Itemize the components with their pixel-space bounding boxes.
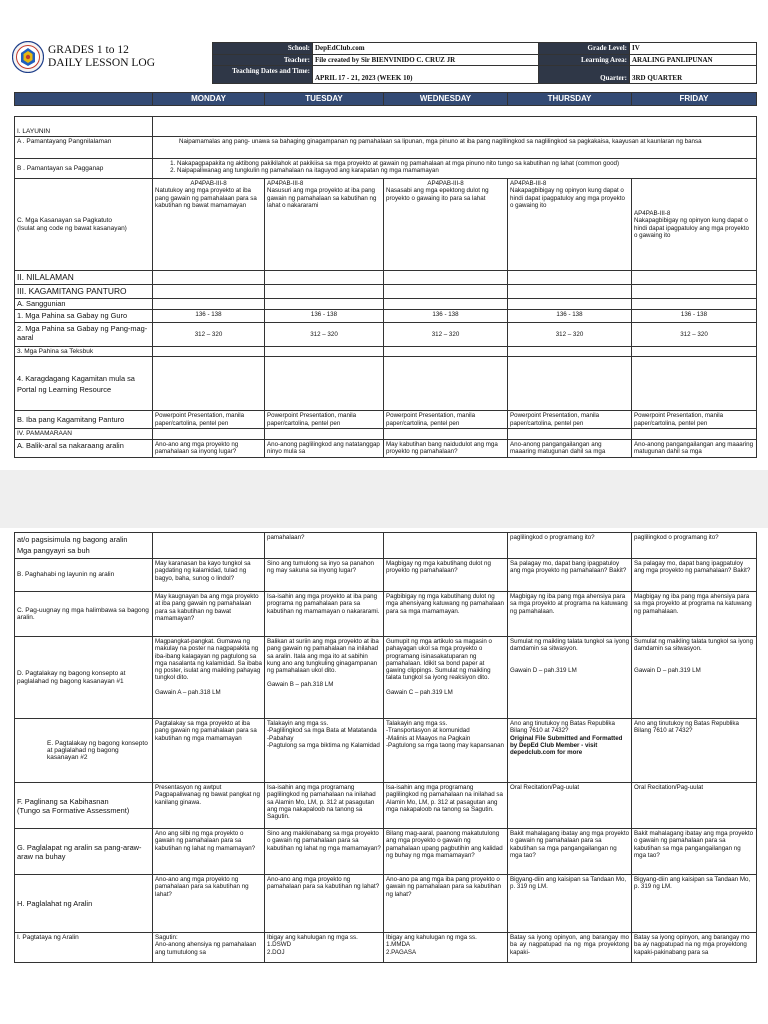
e-wednesday: Talakayin ang mga ss. -Transportasyon at komunidad -Malinis at Maayos na Pagkain -Pagtulong sa mga taong may kapansanan	[384, 719, 508, 783]
iba-pang-kagamitan-row	[15, 411, 757, 429]
balik-monday: Ano-ano ang mga proyekto ng pamahalaan sa inyong lugar?	[153, 439, 265, 457]
pagtalakay-1-row	[15, 637, 757, 719]
mag-aaral-pages-tuesday: 312 – 320	[265, 323, 384, 347]
sanggunian-label: A. Sanggunian	[15, 299, 153, 310]
b-tuesday: Sino ang tumulong sa inyo sa panahon ng may sakuna sa inyong lugar?	[265, 559, 384, 592]
iba-thursday: Powerpoint Presentation, manila paper/cartolina, pentel pen	[508, 411, 632, 429]
day-monday: MONDAY	[153, 93, 265, 106]
sanggunian-row	[15, 299, 757, 310]
h-friday: Bigyang-diin ang kaisipan sa Tandaan Mo, p. 319 ng LM.	[632, 875, 757, 933]
c-monday: May kaugnayan ba ang mga proyekto at iba pang gawain ng pamahalaan para sa kabutihan ng bawat mamamayan?	[153, 592, 265, 637]
d-thursday: Sumulat ng maikling talata tungkol sa iyong damdamin sa sitwasyon. Gawain D – pah.319 LM	[508, 637, 632, 719]
cont-monday	[153, 533, 265, 559]
pagganap-row	[15, 159, 757, 179]
teksbuk-row	[15, 347, 757, 357]
mag-aaral-pages-thursday: 312 – 320	[508, 323, 632, 347]
portal-label: 4. Karagdagang Kagamitan mula sa Portal ng Learning Resource	[15, 357, 153, 411]
mag-aaral-pages-monday: 312 – 320	[153, 323, 265, 347]
gabay-mag-aaral-row	[15, 323, 757, 347]
grade-label: Grade Level:	[539, 43, 630, 55]
cont-tuesday: pamahalaan?	[265, 533, 384, 559]
day-friday: FRIDAY	[632, 93, 757, 106]
kagamitan-row	[15, 285, 757, 299]
b-wednesday: Magbigay ng mga kabutihang dulot ng proyekto ng pamahalaan?	[384, 559, 508, 592]
cont-thursday: paglilingkod o programang ito?	[508, 533, 632, 559]
balik-aral-row	[15, 439, 757, 457]
kasanayan-friday: AP4PAB-III-8 Nakapagbibigay ng opinyon kung dapat o hindi dapat ipagpatuloy ang mga proyekto o gawaing ito	[632, 179, 757, 271]
paglalahat-row	[15, 875, 757, 933]
b-monday: May karanasan ba kayo tungkol sa pagdating ng kalamidad, tulad ng bagyo, baha, sunog o lindol?	[153, 559, 265, 592]
mag-aaral-pages-friday: 312 – 320	[632, 323, 757, 347]
f-monday: Presentasyon ng awtput Pagpapaliwanag ng bawat pangkat ng kanilang ginawa.	[153, 783, 265, 829]
d-monday: Magpangkat-pangkat. Gumawa ng makulay na poster na nagpapakita ng iba-ibang kalagayan ng pagtulong sa mga nasalanta ng kalamidad. Sa ibaba ng poster, isulat ang maikling pahayag tungkol dito. Gawain A – pah.318 LM	[153, 637, 265, 719]
nilalaman-label: II. NILALAMAN	[15, 271, 153, 285]
paghahabi-row	[15, 559, 757, 592]
balik-friday: Ano-anong pangangailangan ang maaaring matugunan dahil sa mga	[632, 439, 757, 457]
f-friday: Oral Recitation/Pag-uulat	[632, 783, 757, 829]
layunin-label: I. LAYUNIN	[15, 117, 153, 137]
i-thursday: Batay sa iyong opinyon, ang barangay mo ba ay nagpatupad na ng mga proyektong kapaki-	[508, 933, 632, 963]
teacher-value: File created by Sir BIENVINIDO C. CRUZ JR	[313, 54, 539, 66]
g-wednesday: Bilang mag-aaral, paanong makatutulong ang mga proyekto o gawain ng pamahalaan upang pagbutihin ang kalidad ng buhay ng mga mamamayan?	[384, 829, 508, 875]
e-friday: Ano ang tinutukoy ng Batas Republika Bilang 7610 at 7432?	[632, 719, 757, 783]
header-info-table	[212, 42, 757, 84]
pagganap-text	[153, 159, 757, 179]
gabay-guro-label: 1. Mga Pahina sa Gabay ng Guro	[15, 310, 153, 323]
teacher-label: Teacher:	[213, 54, 313, 66]
teksbuk-label: 3. Mga Pahina sa Teksbuk	[15, 347, 153, 357]
day-thursday: THURSDAY	[508, 93, 632, 106]
e-thursday: Ano ang tinutukoy ng Batas Republika Bilang 7610 at 7432? Original File Submitted and Formatted by DepEd Club Member - visit depedclub.com for more	[508, 719, 632, 783]
kasanayan-tuesday: AP4PAB-III-8 Nasusuri ang mga proyekto at iba pang gawain ng pamahalaan sa kabutihan ng lahat o nakararami	[265, 179, 384, 271]
cont-friday: paglilingkod o programang ito?	[632, 533, 757, 559]
layunin-row	[15, 117, 757, 137]
teaching-dates-label: Teaching Dates and Time:	[213, 66, 313, 84]
portal-row	[15, 357, 757, 411]
guro-pages-wednesday: 136 - 138	[384, 310, 508, 323]
learning-area-label: Learning Area:	[539, 54, 630, 66]
balik-aral-label: A. Balik-aral sa nakaraang aralin	[15, 439, 153, 457]
gabay-guro-row	[15, 310, 757, 323]
teaching-dates-value: APRIL 17 - 21, 2023 (WEEK 10)	[313, 66, 539, 84]
iba-friday: Powerpoint Presentation, manila paper/cartolina, pentel pen	[632, 411, 757, 429]
f-thursday: Oral Recitation/Pag-uulat	[508, 783, 632, 829]
pamamaraan-label: IV. PAMAMARAAN	[15, 429, 153, 439]
paglinang-label: F. Paglinang sa Kabihasnan (Tungo sa Formative Assessment)	[15, 783, 153, 829]
continuation-row	[15, 533, 757, 559]
pamantayang-row	[15, 137, 757, 159]
pagganap-item: 2. Naipapaliwanag ang tungkulin ng pamahalaan na itaguyod ang karapatan ng mga mamamayan	[177, 167, 754, 174]
iba-tuesday: Powerpoint Presentation, manila paper/cartolina, pentel pen	[265, 411, 384, 429]
pag-uugnay-label: C. Pag-uugnay ng mga halimbawa sa bagong aralin.	[15, 592, 153, 637]
pagtataya-row	[15, 933, 757, 963]
pagtalakay-2-label: E. Pagtalakay ng bagong konsepto at paglalahad ng bagong kasanayan #2	[15, 719, 153, 783]
d-tuesday: Balikan at suriin ang mga proyekto at iba pang gawain ng pamahalaan na inilahad sa aralin. Itala ang mga ito at sabihin kung ano ang tungkuling ginagampanan ng pamahalaan ukol dito. Gawain B – pah.318 LM	[265, 637, 384, 719]
iba-pang-kagamitan-label: B. Iba pang Kagamitang Panturo	[15, 411, 153, 429]
page-gap	[0, 470, 768, 528]
pagtalakay-2-row	[15, 719, 757, 783]
kasanayan-label: C. Mga Kasanayan sa Pagkatuto (Isulat ang code ng bawat kasanayan)	[15, 179, 153, 271]
guro-pages-friday: 136 - 138	[632, 310, 757, 323]
h-tuesday: Ano-ano ang mga proyekto ng pamahalaan para sa kabutihan ng lahat?	[265, 875, 384, 933]
c-tuesday: Isa-isahin ang mga proyekto at iba pang programa ng pamahalaan para sa kabutihan ng mamamayan o nakararami.	[265, 592, 384, 637]
i-friday: Batay sa iyong opinyon, ang barangay mo ba ay nagpatupad na ng mga proyektong kapaki-pakinabang para sa	[632, 933, 757, 963]
b-thursday: Sa palagay mo, dapat bang ipagpatuloy ang mga proyekto ng pamahalaan? Bakit?	[508, 559, 632, 592]
kasanayan-row	[15, 179, 757, 271]
deped-seal-icon	[12, 41, 44, 73]
guro-pages-thursday: 136 - 138	[508, 310, 632, 323]
paglalahat-label: H. Paglalahat ng Aralin	[15, 875, 153, 933]
d-wednesday: Gumupit ng mga artikulo sa magasin o pahayagan ukol sa mga proyekto o programang isinasakatuparan ng pamahalaan. Idikit sa bond paper at gawing clippings. Sumulat ng maikling talata tungkol sa iyong reaksiyon dito. Gawain C – pah.319 LM	[384, 637, 508, 719]
pagganap-item: 1. Nakapagpapakita ng aktibong pakikilahok at pakikiisa sa mga proyekto at gawain ng pamahalaan at mga pinuno nito tungo sa kabutihan ng lahat (common good)	[177, 160, 754, 167]
kasanayan-wednesday: AP4PAB-III-8 Nasasabi ang mga epektong dulot ng proyekto o gawaing ito para sa lahat	[384, 179, 508, 271]
quarter-value: 3RD QUARTER	[630, 66, 757, 84]
g-friday: Bakit mahalagang ibatay ang mga proyekto o gawain ng pamahalaan para sa kabutihan sa mga pangangailangan ng mga tao?	[632, 829, 757, 875]
kasanayan-thursday: AP4PAB-III-8 Nakapagbibigay ng opinyon kung dapat o hindi dapat ipagpatuloy ang mga proyekto o gawaing ito	[508, 179, 632, 271]
d-friday: Sumulat ng maikling talata tungkol sa iyong damdamin sa sitwasyon. Gawain D – pah.319 LM	[632, 637, 757, 719]
guro-pages-tuesday: 136 - 138	[265, 310, 384, 323]
c-wednesday: Pagbibigay ng mga kabutihang dulot ng mga ahensiyang katuwang ng pamahalaan para sa mga mamamayan.	[384, 592, 508, 637]
i-wednesday: Ibigay ang kahulugan ng mga ss. 1.MMDA 2.PAGASA	[384, 933, 508, 963]
balik-wednesday: May kabutihan bang naidudulot ang mga proyekto ng pamahalaan?	[384, 439, 508, 457]
pamantayang-label: A . Pamantayang Pangnilalaman	[15, 137, 153, 159]
days-header	[14, 92, 757, 106]
g-monday: Ano ang silbi ng mga proyekto o gawain ng pamahalaan para sa kabutihan ng lahat ng mamamayan?	[153, 829, 265, 875]
g-tuesday: Sino ang makikinabang sa mga proyekto o gawain ng pamahalaan para sa kabutihan ng lahat ng mga mamamayan?	[265, 829, 384, 875]
page-1	[0, 0, 768, 470]
learning-area-value: ARALING PANLIPUNAN	[630, 54, 757, 66]
i-tuesday: Ibigay ang kahulugan ng mga ss. 1.DSWD 2.DOJ	[265, 933, 384, 963]
lesson-table-page-2	[14, 532, 757, 963]
days-header-blank	[15, 93, 153, 106]
pamantayang-text: Naipamamalas ang pang- unawa sa bahaging ginagampanan ng pamahalaan sa lipunan, mga pinuno at iba pang naglilingkod sa naglilingkod sa pagkakaisa, kaayusan at kaunlaran ng bansa	[153, 137, 757, 159]
pagtalakay-1-label: D. Pagtalakay ng bagong konsepto at paglalahad ng bagong kasanayan #1	[15, 637, 153, 719]
c-thursday: Magbigay ng iba pang mga ahensiya para sa mga proyekto at programa na katuwang ng pamahalaan.	[508, 592, 632, 637]
e-tuesday: Talakayin ang mga ss. -Paglilingkod sa mga Bata at Matatanda -Pabahay -Pagtulong sa mga biktima ng Kalamidad	[265, 719, 384, 783]
h-monday: Ano-ano ang mga proyekto ng pamahalaan para sa kabutihan ng lahat?	[153, 875, 265, 933]
quarter-label: Quarter:	[539, 66, 630, 84]
iba-monday: Powerpoint Presentation, manila paper/cartolina, pentel pen	[153, 411, 265, 429]
mag-aaral-pages-wednesday: 312 – 320	[384, 323, 508, 347]
iba-wednesday: Powerpoint Presentation, manila paper/cartolina, pentel pen	[384, 411, 508, 429]
h-wednesday: Ano-ano pa ang mga iba pang proyekto o gawain ng pamahalaan para sa kabutihan ng lahat?	[384, 875, 508, 933]
paghahabi-label: B. Paghahabi ng layunin ng aralin	[15, 559, 153, 592]
b-friday: Sa palagay mo, dapat bang ipagpatuloy ang mga proyekto ng pamahalaan? Bakit?	[632, 559, 757, 592]
title-line-1: GRADES 1 to 12	[48, 44, 129, 56]
f-tuesday: Isa-isahin ang mga programang paglilingkod ng pamahalaan na inilahad sa Alamin Mo, LM, p. 312 at pasagutan ang mga nakapaloob na tanong sa Sagutin.	[265, 783, 384, 829]
lesson-table-page-1	[14, 116, 757, 458]
pamamaraan-row	[15, 429, 757, 439]
title-line-2: DAILY LESSON LOG	[48, 57, 156, 69]
school-value: DepEdClub.com	[313, 43, 539, 55]
pagganap-label: B . Pamantayan sa Pagganap	[15, 159, 153, 179]
day-wednesday: WEDNESDAY	[384, 93, 508, 106]
document-title	[48, 44, 155, 70]
kasanayan-monday: AP4PAB-III-8 Natutukoy ang mga proyekto at iba pang gawain ng pamahalaan para sa kabutihan ng bawat mamamayan	[153, 179, 265, 271]
gabay-mag-aaral-label: 2. Mga Pahina sa Gabay ng Pang-mag-aaral	[15, 323, 153, 347]
day-tuesday: TUESDAY	[265, 93, 384, 106]
nilalaman-row	[15, 271, 757, 285]
pagtataya-label: I. Pagtataya ng Aralin	[15, 933, 153, 963]
h-thursday: Bigyang-diin ang kaisipan sa Tandaan Mo, p. 319 ng LM.	[508, 875, 632, 933]
g-thursday: Bakit mahalagang ibatay ang mga proyekto o gawain ng pamahalaan para sa kabutihan sa mga pangangailangan ng mga tao?	[508, 829, 632, 875]
e-monday: Pagtalakay sa mga proyekto at iba pang gawain ng pamahalaan para sa kabutihan ng mga mamamayan	[153, 719, 265, 783]
continuation-label: at/o pagsisimula ng bagong aralin Mga pangyayri sa buh	[15, 533, 153, 559]
grade-value: IV	[630, 43, 757, 55]
paglalapat-label: G. Paglalapat ng aralin sa pang-araw-araw na buhay	[15, 829, 153, 875]
f-wednesday: Isa-isahin ang mga programang paglilingkod ng pamahalaan na inilahad sa Alamin Mo, LM, p. 312 at pasagutan ang mga nakapaloob na tanong sa Sagutin.	[384, 783, 508, 829]
cont-wednesday	[384, 533, 508, 559]
paglinang-row	[15, 783, 757, 829]
school-label: School:	[213, 43, 313, 55]
page-2	[0, 528, 768, 1024]
kagamitan-label: III. KAGAMITANG PANTURO	[15, 285, 153, 299]
c-friday: Magbigay ng iba pang mga ahensiya para sa mga proyekto at programa na katuwang ng pamahalaan.	[632, 592, 757, 637]
pag-uugnay-row	[15, 592, 757, 637]
balik-thursday: Ano-anong pangangailangan ang maaaring matugunan dahil sa mga	[508, 439, 632, 457]
paglalapat-row	[15, 829, 757, 875]
balik-tuesday: Ano-anong paglilingkod ang natatanggap ninyo mula sa	[265, 439, 384, 457]
i-monday: Sagutin: Ano-anong ahensiya ng pamahalaan ang tumutulong sa	[153, 933, 265, 963]
file-credit-note: Original File Submitted and Formatted by DepEd Club Member - visit depedclub.com for more	[510, 734, 623, 757]
guro-pages-monday: 136 - 138	[153, 310, 265, 323]
